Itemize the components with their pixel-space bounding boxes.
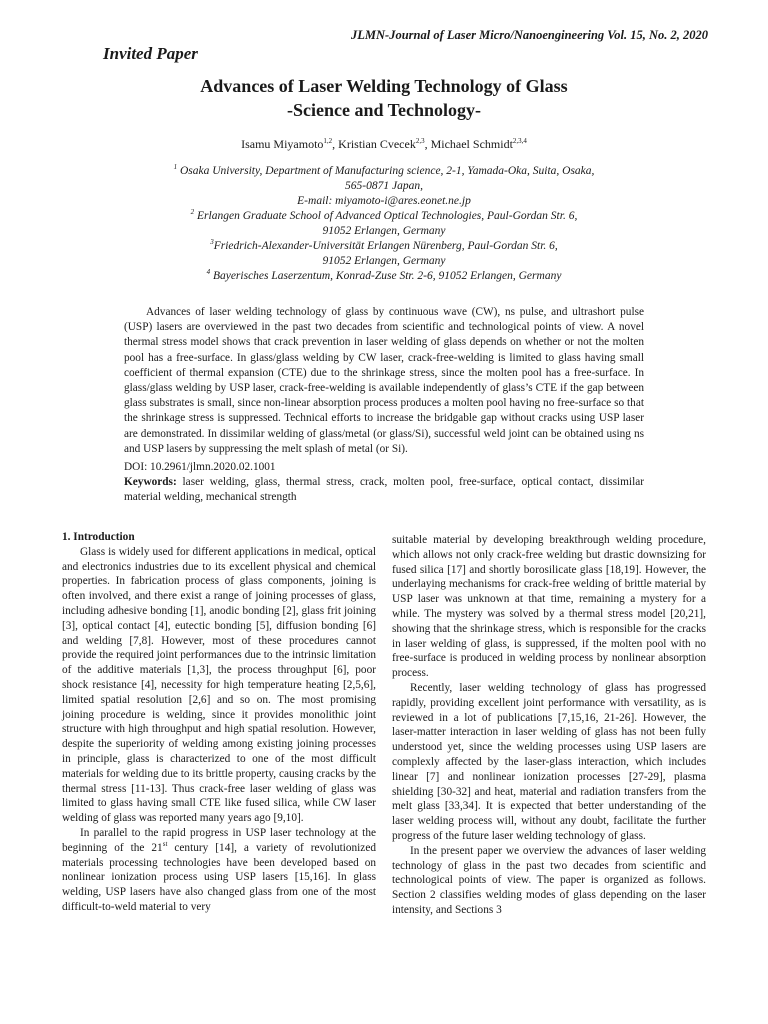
paragraph: Recently, laser welding technology of glass has progressed rapidly, providing excellent joint performance with versatility, as is reviewed in a lot of publications [7,15,16, 21-26]. However, the laser-matter interaction in laser welding of glass has not been fully understood yet, since the welding processes using USP lasers are complexly affected by the laser-glass interaction, which includes linear [7] and nonlinear ionization processes [27-29], plasma shielding [30-32] and heat, material and radiation transfers from the melt glass [33,34]. It is expected that better understanding of the laser welding process will, without any doubt, facilitate the further progress of the future laser welding technology of glass. — [392, 681, 706, 842]
author-list — [0, 137, 768, 152]
affiliation-line: $^2$ Erlangen Graduate School of Advanced Optical Technologies, Paul-Gordan Str. 6, — [190, 208, 578, 222]
affiliation-line: $^4$ Bayerisches Laserzentum, Konrad-Zuse Str. 2-6, 91052 Erlangen, Germany — [206, 268, 562, 282]
keywords — [124, 475, 644, 505]
affiliation-email: E-mail: miyamoto-i@ares.eonet.ne.jp — [297, 195, 471, 207]
keywords-text: laser welding, glass, thermal stress, crack, molten pool, free-surface, optical contact, dissimilar material welding, mechanical strength — [124, 476, 644, 503]
author-3: Michael Schmidt$^{2,3,4}$ — [430, 137, 527, 151]
affiliations — [120, 164, 648, 284]
affiliation-line: $^1$ Osaka University, Department of Manufacturing science, 2-1, Yamada-Oka, Suita, Osaka, — [173, 163, 595, 177]
title-line-1: Advances of Laser Welding Technology of Glass — [200, 76, 568, 96]
paragraph: Glass is widely used for different applications in medical, optical and electronics industries due to its excellent physical and chemical properties. In fabrication process of glass components, joining is often involved, and there exist a range of joining processes of glass, including adhesive bonding [1], anodic bonding [2], glass frit joining [3], optical contact [4], eutectic bonding [5], diffusion bonding [6] and welding [7,8]. However, most of these procedures cannot provide the required joint performances due to the intrinsic limitation of the additive materials [1,3], the process throughput [6], poor shock resistance [4], necessity for high temperature heating [2,5,6], limited spatial resolution [2,6] and so on. The most promising joining procedure is welding, since it provides monolithic joint structure with high throughput and high spatial resolution. However, despite the superiority of welding among existing joining processes in principle, glass is characterized to one of the most difficult materials for welding due to its brittle property, causing cracks by the thermal stress [11-13]. Thus crack-free laser welding of glass was limited to glass having small CTE like fused silica, while CW laser welding of glass was reported many years ago [9,10]. — [62, 545, 376, 825]
affiliation-line: 91052 Erlangen, Germany — [322, 225, 446, 237]
abstract: Advances of laser welding technology of glass by continuous wave (CW), ns pulse, and ultrashort pulse (USP) lasers are overviewed in the past two decades from scientific and technological points of view. A novel thermal stress model shows that crack prevention in laser welding of glass depends on whether or not the molten pool has a free-surface. In glass/glass welding by CW laser, crack-free-welding is limited to glass having small coefficient of thermal expansion (CTE) due to the shrinkage stress, since the molten pool has a free-surface. In glass/glass welding by USP laser, crack-free-welding is available independently of glass’s CTE if the gap between glass substrates is small, since non-linear absorption process produces a molten pool having no free-surface so that the shrinkage stress is suppressed. Technical efforts to increase the bridgable gap without cracks using USP laser are demonstrated. In dissimilar welding of glass/metal (or glass/Si), successful weld joint can be obtained using ns and USP lasers by suppressing the melt splash of metal (or Si). — [124, 306, 644, 455]
title-line-2: -Science and Technology- — [286, 100, 482, 120]
affiliation-line: 565-0871 Japan, — [345, 180, 423, 192]
paragraph: In the present paper we overview the advances of laser welding technology of glass in the past two decades from scientific and technological points of view. The paper is organized as follows. Section 2 classifies welding modes of glass depending on the laser intensity, and Sections 3 — [392, 844, 706, 916]
column-right — [392, 533, 706, 918]
author-2: Kristian Cvecek$^{2,3}$, — [338, 137, 431, 151]
section-heading-introduction: 1. Introduction — [62, 531, 135, 543]
paragraph: In parallel to the rapid progress in USP laser technology at the beginning of the 21st century [14], a variety of revolutionized materials processing technologies have been developed based on nonlinear ionization process using USP lasers [15,16]. In glass welding, USP lasers have also changed glass from one of the most difficult-to-weld material to very — [62, 826, 376, 913]
journal-header: JLMN-Journal of Laser Micro/Nanoengineering Vol. 15, No. 2, 2020 — [351, 28, 708, 42]
paragraph: suitable material by developing breakthrough welding procedure, which allows not only crack-free welding but drastic downsizing for fused silica [17] and shortly borosilicate glass [18,19]. However, the underlaying mechanisms for crack-free welding of brittle material by USP laser was unknown at that time, remaining a mystery for a while. The mystery was solved by a thermal stress model [20,21], showing that the shrinkage stress, which is responsible for the cracks in laser welding of glass, is suppressed, if the molten pool with no free-surface is produced in welding process by nonlinear absorption process. — [392, 534, 706, 680]
doi: DOI: 10.2961/jlmn.2020.02.1001 — [124, 461, 276, 473]
affiliation-line: 91052 Erlangen, Germany — [322, 255, 446, 267]
invited-paper-label: Invited Paper — [103, 44, 198, 63]
column-left — [62, 530, 376, 915]
author-1: Isamu Miyamoto$^{1,2}$, — [241, 137, 339, 151]
affiliation-line: $^3$Friedrich-Alexander-Universität Erlangen Nürenberg, Paul-Gordan Str. 6, — [210, 238, 558, 252]
paper-title — [0, 74, 768, 122]
keywords-label: Keywords: — [124, 476, 177, 488]
